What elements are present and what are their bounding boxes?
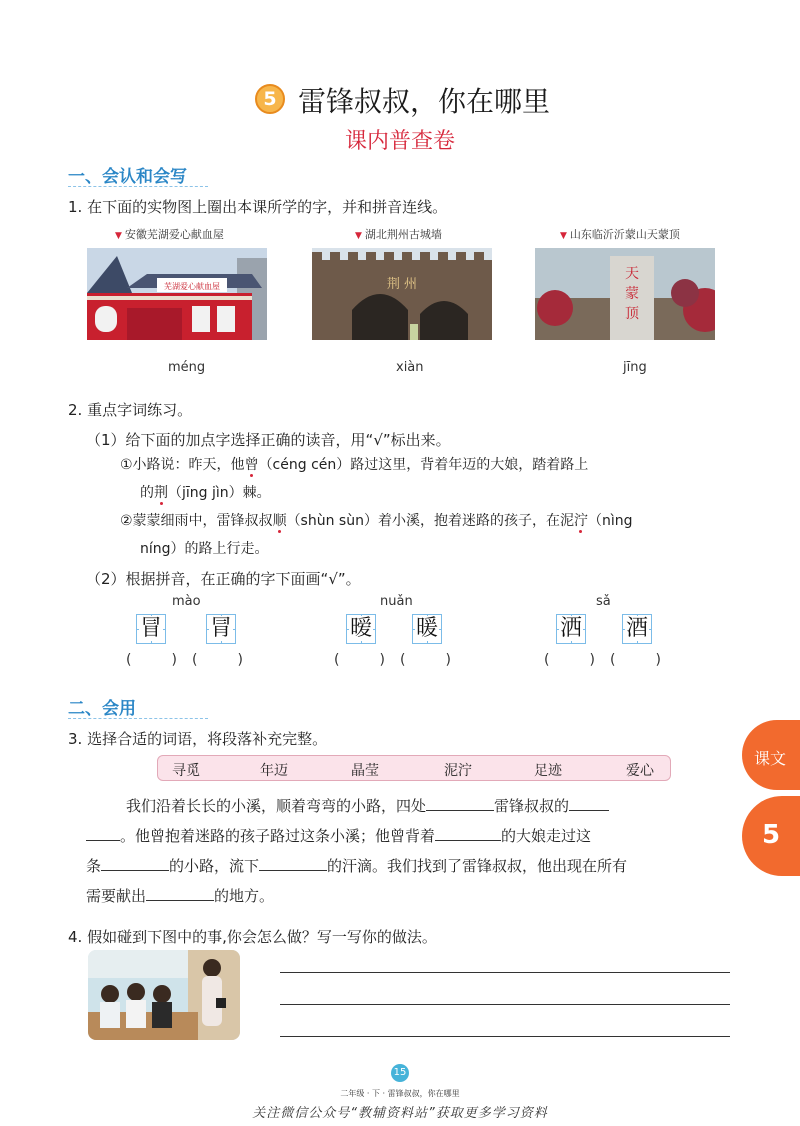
answer-bracket[interactable]: ( ): [334, 652, 385, 668]
pinyin-label-2: nuǎn: [380, 594, 413, 609]
answer-bracket[interactable]: ( ): [192, 652, 243, 668]
char-box: 冐: [206, 614, 236, 644]
word-bank-item: 足迹: [534, 763, 562, 779]
pinyin-option-1: méng: [168, 360, 206, 375]
question-2-part-1: （1）给下面的加点字选择正确的读音，用“√”标出来。: [86, 431, 451, 449]
char-box: 暖: [412, 614, 442, 644]
photo-stone-monument: [535, 248, 715, 340]
pinyin-option-3: jīng: [623, 360, 647, 375]
fill-blank[interactable]: [435, 824, 501, 841]
exercise-item-1-line-1: ①小路说：昨天，他曾（céng cén）路过这里，背着年迈的大娘，踏着路上: [120, 457, 589, 473]
subway-scene-photo: [88, 950, 240, 1040]
passage-line-1: 我们沿着长长的小溪，顺着弯弯的小路，四处 雷锋叔叔的: [126, 794, 609, 816]
section-heading-2: 二、会用: [68, 699, 136, 719]
lesson-number-badge: 5: [255, 84, 285, 114]
photo-city-wall: [312, 248, 492, 340]
word-bank-item: 晶莹: [351, 763, 379, 779]
question-4: 4. 假如碰到下图中的事,你会怎么做？写一写你的做法。: [68, 928, 437, 946]
dotted-char: 曾: [244, 457, 259, 473]
dotted-char: 荆: [154, 485, 168, 501]
svg-text:顶: 顶: [625, 306, 639, 322]
svg-text:芜湖爱心献血屋: 芜湖爱心献血屋: [164, 282, 220, 291]
word-bank-item: 泥泞: [444, 763, 472, 779]
dotted-char: 顺: [272, 513, 287, 529]
char-box: 酒: [622, 614, 652, 644]
fill-blank[interactable]: [86, 824, 120, 841]
question-1: 1. 在下面的实物图上圈出本课所学的字，并和拼音连线。: [68, 198, 448, 216]
answer-bracket[interactable]: ( ): [126, 652, 177, 668]
section-divider: [68, 718, 208, 720]
section-divider: [68, 186, 208, 188]
char-box: 暧: [346, 614, 376, 644]
pinyin-option-2: xiàn: [396, 360, 424, 375]
page-subtitle: 课内普查卷: [344, 129, 455, 154]
svg-text:天: 天: [625, 266, 639, 282]
photo-caption-2: ▼ 湖北荆州古城墙: [355, 228, 442, 241]
side-tab-label: 课文: [742, 720, 800, 790]
side-tab-number: 5: [742, 796, 800, 876]
question-3: 3. 选择合适的词语，将段落补充完整。: [68, 730, 328, 748]
passage-line-3: 条 的小路，流下 的汗滴。我们找到了雷锋叔叔，他出现在所有: [86, 854, 627, 876]
word-bank-item: 年迈: [260, 763, 288, 779]
page-number: 15: [391, 1064, 409, 1082]
answer-bracket[interactable]: ( ): [544, 652, 595, 668]
page-title: 雷锋叔叔，你在哪里: [298, 85, 551, 118]
passage-line-4: 需要献出 的地方。: [86, 884, 274, 906]
fill-blank[interactable]: [259, 854, 327, 871]
passage-line-2: 。他曾抱着迷路的孩子路过这条小溪；他曾背着 的大娘走过这: [86, 824, 591, 846]
char-box: 洒: [556, 614, 586, 644]
answer-line[interactable]: [280, 1036, 730, 1037]
section-heading-1: 一、会认和会写: [68, 167, 187, 187]
exercise-item-2-line-1: ②蒙蒙细雨中，雷锋叔叔顺（shùn sùn）着小溪，抱着迷路的孩子，在泥泞（nìng: [120, 513, 633, 529]
footer-watermark: 关注微信公众号“教辅资料站”获取更多学习资料: [252, 1106, 548, 1121]
answer-bracket[interactable]: ( ): [610, 652, 661, 668]
dotted-char: 泞: [573, 513, 588, 529]
footer-book-info: 二年级 · 下 · 雷锋叔叔，你在哪里: [340, 1089, 460, 1098]
word-bank: [157, 755, 671, 781]
svg-text:蒙: 蒙: [625, 286, 639, 302]
fill-blank[interactable]: [101, 854, 169, 871]
question-2: 2. 重点字词练习。: [68, 401, 193, 419]
answer-line[interactable]: [280, 1004, 730, 1005]
exercise-item-2-line-2: níng）的路上行走。: [140, 541, 269, 557]
char-box: 冒: [136, 614, 166, 644]
word-bank-item: 爱心: [626, 763, 654, 779]
answer-bracket[interactable]: ( ): [400, 652, 451, 668]
pinyin-label-1: mào: [172, 594, 201, 609]
answer-line[interactable]: [280, 972, 730, 973]
exercise-item-1-line-2: 的荆（jīng jìn）棘。: [140, 485, 271, 501]
fill-blank[interactable]: [146, 884, 214, 901]
photo-caption-3: ▼ 山东临沂沂蒙山天蒙顶: [560, 228, 680, 241]
word-bank-item: 寻觅: [172, 763, 200, 779]
photo-caption-1: ▼ 安徽芜湖爱心献血屋: [115, 228, 224, 241]
photo-blood-donation-house: [87, 248, 267, 340]
question-2-part-2: （2）根据拼音，在正确的字下面画“√”。: [86, 570, 361, 588]
fill-blank[interactable]: [426, 794, 494, 811]
pinyin-label-3: sǎ: [596, 594, 611, 609]
svg-text:荆 州: 荆 州: [386, 277, 418, 292]
fill-blank[interactable]: [569, 794, 609, 811]
